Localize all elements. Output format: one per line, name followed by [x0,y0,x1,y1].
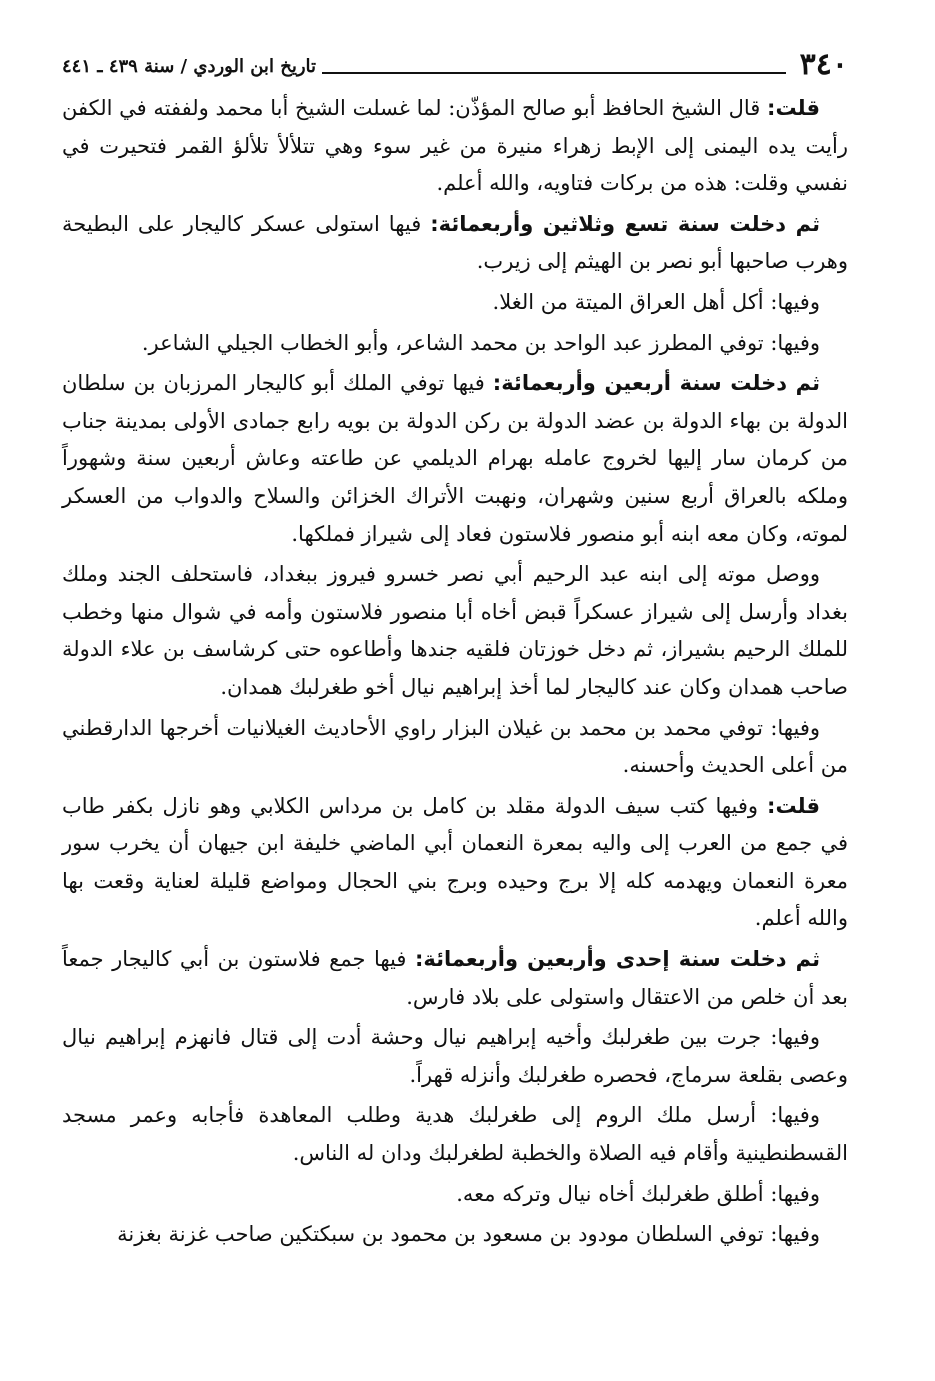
book-page [62,44,848,1364]
paragraph-text: فيها توفي الملك أبو كاليجار المرزبان بن سلطان الدولة بن بهاء الدولة بن عضد الدولة بن ركن الدولة بن بويه رابع جمادى الأولى بمدينة جناب من كرمان سار إليها لخروج عامله بهرام الديلمي عن طاعته وعاش أربعين سنة وشهوراً وملكه بالعراق أربع سنين وشهران، ونهبت الأتراك الخزائن والسلاح والدواب من العسكر لموته، وكان معه ابنه أبو منصور فلاستون فعاد إلى شيراز فملكها. [62,371,848,546]
paragraph-text: وفيها: جرت بين طغرلبك وأخيه إبراهيم نيال وحشة أدت إلى قتال فانهزم إبراهيم نيال وعصى بقلعة سرماج، فحصره طغرلبك وأنزله قهراً. [62,1025,848,1087]
paragraph [62,788,848,938]
page-number: ٣٤٠ [799,47,848,82]
paragraph [62,1097,848,1172]
paragraph-text: وفيها: توفي محمد بن محمد بن غيلان البزار راوي الأحاديث الغيلانيات أخرجها الدارقطني من أعلى الحديث وأحسنه. [62,715,848,778]
paragraph [62,1216,848,1254]
paragraph [62,1176,848,1214]
paragraph [62,1019,848,1094]
paragraph [62,206,848,281]
header-rule [322,72,786,74]
paragraph-lead: ثم دخلت سنة تسع وثلاثين وأربعمائة: [430,211,820,236]
running-title: تاريخ ابن الوردي / سنة ٤٣٩ ـ ٤٤١ [62,56,317,77]
paragraph-text: وفيها: توفي السلطان مودود بن مسعود بن محمود بن سبكتكين صاحب غزنة بغزنة [117,1222,820,1247]
paragraph-text: وفيها: توفي المطرز عبد الواحد بن محمد الشاعر، وأبو الخطاب الجيلي الشاعر. [141,330,820,355]
paragraph-text: وفيها: أطلق طغرلبك أخاه نيال وتركه معه. [456,1181,820,1206]
paragraph [62,284,848,322]
body-text [62,90,848,1254]
paragraph [62,325,848,363]
paragraph [62,556,848,706]
paragraph-text: وفيها كتب سيف الدولة مقلد بن كامل بن مرداس الكلابي وهو نازل بكفر طاب في جمع من العرب إلى واليه بمعرة النعمان أبي الماضي خليفة ابن جيهان أن يخرب سور معرة النعمان ويهدمه كله إلا برج وحيده وبرج بني الحجال ومواضع قليلة لعناية وقعت بها والله أعلم. [62,793,848,931]
paragraph-text: قال الشيخ الحافظ أبو صالح المؤذّن: لما غسلت الشيخ أبا محمد ولففته في الكفن رأيت يده اليمنى إلى الإبط زهراء منيرة من غير سوء وهي تتلألأ تلألؤ القمر فتحيرت في نفسي وقلت: هذه من بركات فتاويه، والله أعلم. [62,96,849,196]
paragraph-lead: ثم دخلت سنة إحدى وأربعين وأربعمائة: [414,947,820,972]
paragraph-text: وفيها: أرسل ملك الروم إلى طغرلبك هدية وطلب المعاهدة فأجابه وعمر مسجد القسطنطينية وأقام فيه الصلاة والخطبة لطغرلبك ودان له الناس. [62,1103,848,1166]
running-header [62,44,848,80]
paragraph-text: فيها استولى عسكر كاليجار على البطيحة وهرب صاحبها أبو نصر بن الهيثم إلى زيرب. [62,211,848,274]
paragraph-text: ووصل موته إلى ابنه عبد الرحيم أبي نصر خسرو فيروز ببغداد، فاستحلف الجند وملك بغداد وأرسل إلى شيراز عسكراً قبض أخاه أبا منصور فلاستون وأمه في شوال منها وخطب للملك الرحيم بشيراز، ثم دخل خوزتان فلقيه جندها وأطاعوه حتى كرشاسف بن علاء الدولة صاحب همدان وكان عند كاليجار لما أخذ إبراهيم نيال أخو طغرلبك همدان. [62,562,848,699]
paragraph-lead: قلت: [767,96,820,120]
paragraph-lead: ثم دخلت سنة أربعين وأربعمائة: [492,371,820,396]
paragraph-text: فيها جمع فلاستون بن أبي كاليجار جمعاً بعد أن خلص من الاعتقال واستولى على بلاد فارس. [62,947,848,1009]
paragraph [62,90,848,203]
paragraph [62,710,848,785]
paragraph [62,365,848,553]
paragraph-lead: قلت: [767,793,820,818]
paragraph [62,941,848,1016]
paragraph-text: وفيها: أكل أهل العراق الميتة من الغلا. [492,289,820,314]
